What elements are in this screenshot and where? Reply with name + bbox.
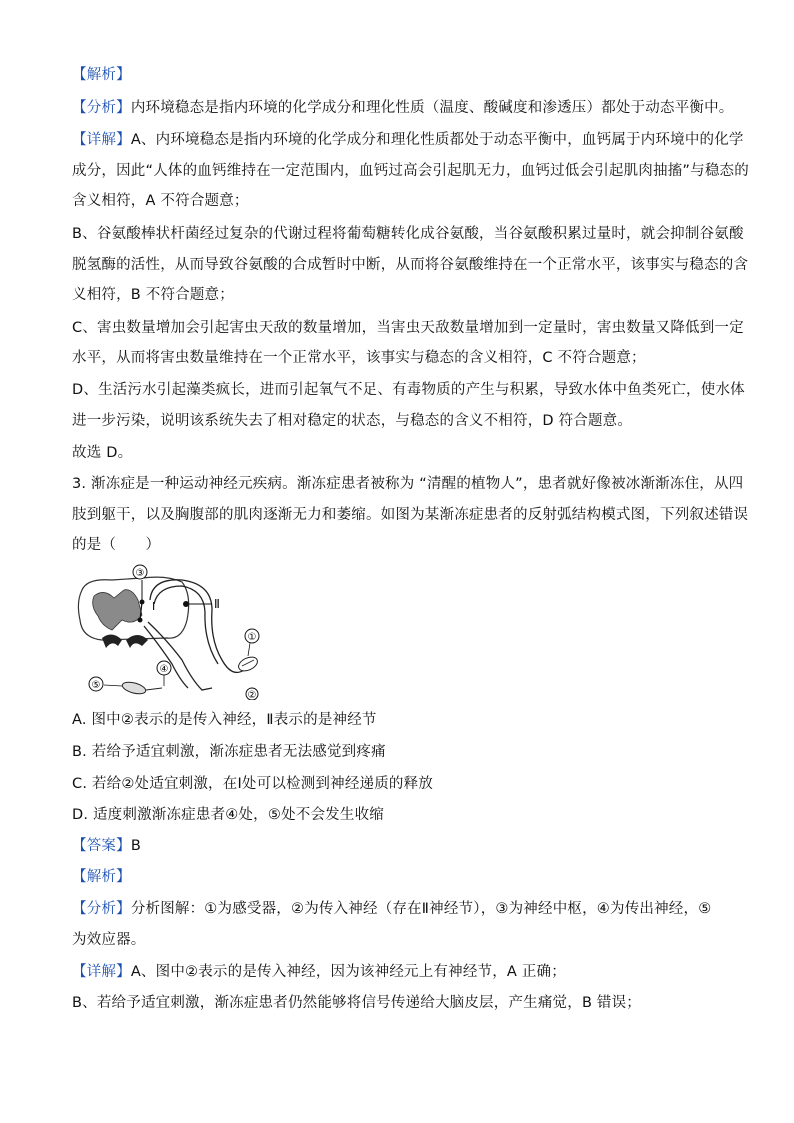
option-c: C. 若给②处适宜刺激，在Ⅰ处可以检测到神经递质的释放	[72, 776, 434, 792]
detail-a-line1	[72, 130, 744, 150]
detail-c-line2: 水平，从而将害虫数量维持在一个正常水平，该事实与稳态的含义相符，C 不符合题意；	[72, 350, 646, 366]
option-b: B. 若给予适宜刺激，渐冻症患者无法感觉到疼痛	[72, 744, 386, 760]
answer-value: B	[130, 838, 141, 854]
fenxi-tag: 【分析】	[72, 100, 131, 116]
conclusion: 故选 D。	[72, 445, 133, 461]
detail-d-line2: 进一步污染，说明该系统失去了相对稳定的状态，与稳态的含义不相符，D 符合题意。	[72, 413, 633, 429]
effector	[121, 680, 147, 696]
label-3: ③	[135, 568, 145, 579]
detail-a-line2: 成分，因此“人体的血钙维持在一定范围内，血钙过高会引起肌无力，血钙过低会引起肌肉抽搐”与稳态的	[72, 163, 749, 179]
detail-a-text1: A、内环境稳态是指内环境的化学成分和理化性质都处于动态平衡中，血钙属于内环境中的化学	[130, 132, 744, 148]
q3-stem-line3: 的是（ ）	[72, 537, 161, 553]
answer-tag: 【答案】	[72, 838, 131, 854]
label-1: ①	[247, 632, 257, 643]
ganglion-dot	[183, 601, 189, 607]
reflex-arc-diagram	[72, 560, 292, 700]
q3-fenxi-text1: 分析图解：①为感受器，②为传入神经（存在Ⅱ神经节），③为神经中枢，④为传出神经，⑤	[130, 901, 712, 917]
analysis-heading: 【解析】	[72, 67, 131, 83]
q3-analysis-heading: 【解析】	[72, 869, 131, 885]
analysis-summary	[72, 98, 734, 118]
answer-line	[72, 836, 141, 856]
q3-detail-a-text: A、图中②表示的是传入神经，因为该神经元上有神经节，A 正确；	[130, 964, 566, 980]
label-4: ④	[159, 664, 169, 675]
q3-detail-a	[72, 962, 566, 982]
detail-b-line1: B、谷氨酸棒状杆菌经过复杂的代谢过程将葡萄糖转化成谷氨酸，当谷氨酸积累过量时，就会抑制谷氨酸	[72, 226, 744, 242]
q3-detail-b: B、若给予适宜刺激，渐冻症患者仍然能够将信号传递给大脑皮层，产生痛觉，B 错误；	[72, 995, 642, 1011]
label-roman-2: Ⅱ	[214, 597, 220, 611]
receptor	[236, 654, 259, 673]
q3-stem-line1: 3. 渐冻症是一种运动神经元疾病。渐冻症患者被称为 “清醒的植物人”，患者就好像被冰渐渐冻住，从四	[72, 476, 744, 492]
q3-fenxi-tag: 【分析】	[72, 901, 131, 917]
option-a: A. 图中②表示的是传入神经，Ⅱ表示的是神经节	[72, 712, 377, 728]
detail-b-line2: 脱氢酶的活性，从而导致谷氨酸的合成暂时中断，从而将谷氨酸维持在一个正常水平，该事实与稳态的含	[72, 257, 749, 273]
option-d: D. 适度刺激渐冻症患者④处，⑤处不会发生收缩	[72, 807, 384, 823]
q3-fenxi-line1	[72, 899, 711, 919]
label-5: ⑤	[91, 680, 101, 691]
detail-d-line1: D、生活污水引起藻类疯长，进而引起氧气不足、有毒物质的产生与积累，导致水体中鱼类死亡，使水体	[72, 382, 745, 398]
q3-xiangjie-tag: 【详解】	[72, 964, 131, 980]
xiangjie-tag: 【详解】	[72, 132, 131, 148]
q3-stem-line2: 肢到躯干，以及胸腹部的肌肉逐渐无力和萎缩。如图为某渐冻症患者的反射弧结构模式图，下列叙述错误	[72, 507, 749, 523]
label-roman-1: Ⅰ	[152, 600, 156, 613]
detail-a-line3: 含义相符，A 不符合题意；	[72, 193, 249, 209]
detail-c-line1: C、害虫数量增加会引起害虫天敌的数量增加，当害虫天敌数量增加到一定量时，害虫数量又降低到一定	[72, 320, 744, 336]
fenxi-text: 内环境稳态是指内环境的化学成分和理化性质（温度、酸碱度和渗透压）都处于动态平衡中。	[130, 100, 734, 116]
detail-b-line3: 义相符，B 不符合题意；	[72, 287, 234, 303]
q3-fenxi-line2: 为效应器。	[72, 932, 146, 948]
label-2: ②	[247, 690, 257, 700]
